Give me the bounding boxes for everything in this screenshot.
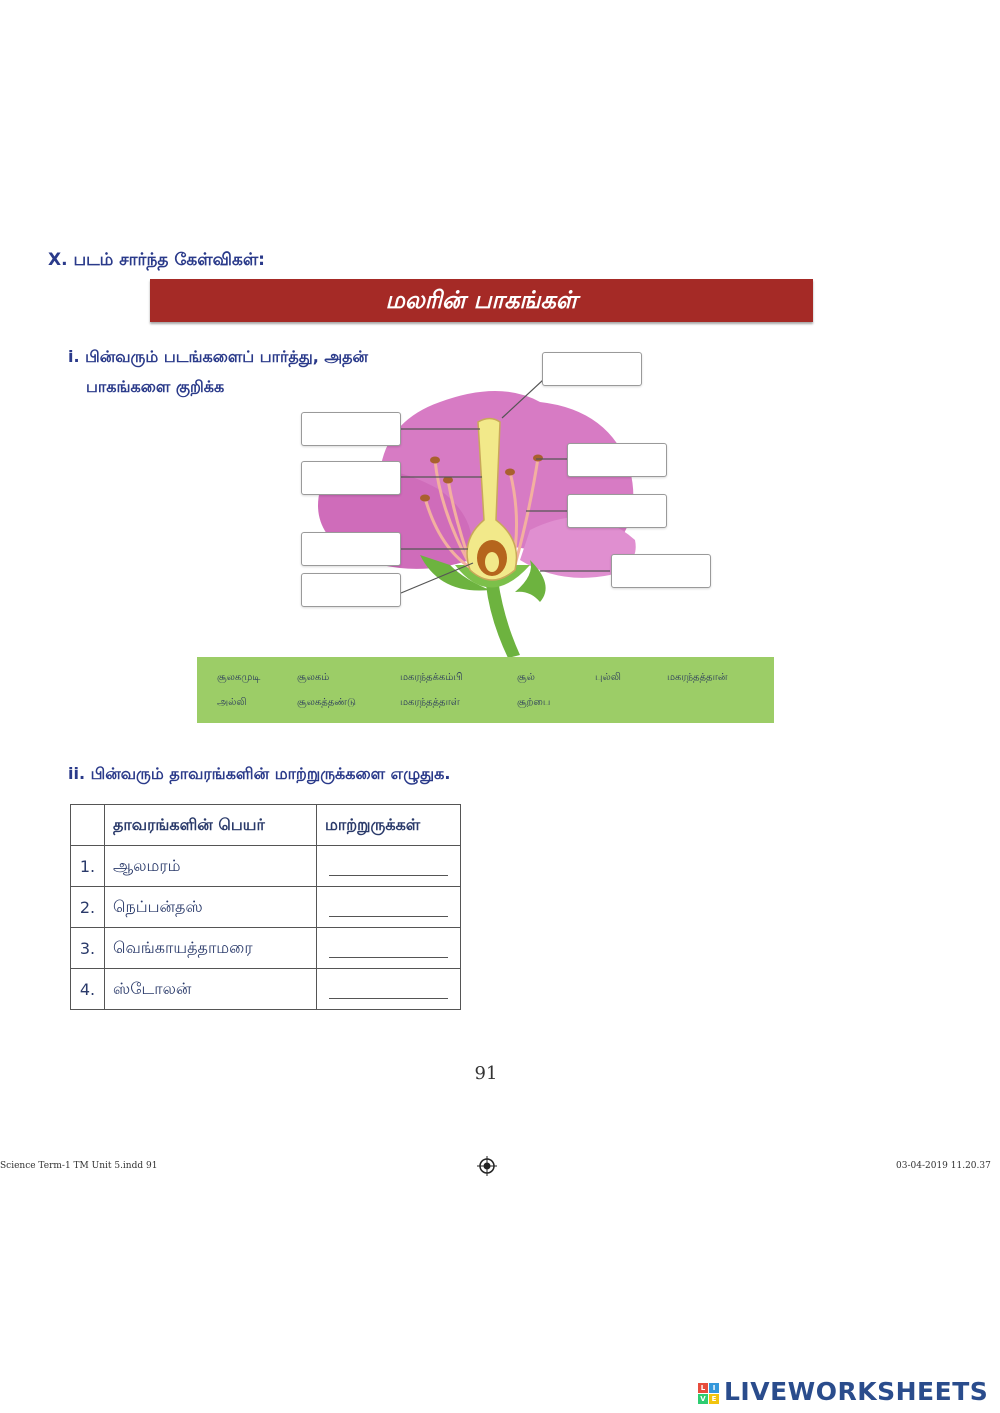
word-bank-item: சூல் (517, 672, 535, 683)
label-box-left-4[interactable] (301, 573, 401, 607)
answer-line (329, 939, 448, 958)
word-bank-item: சூலகத்தண்டு (297, 697, 356, 708)
plant-name: வெங்காயத்தாமரை (105, 928, 317, 969)
page-number: 91 (474, 1063, 498, 1084)
table-header-number (71, 805, 105, 846)
word-bank (197, 657, 774, 723)
word-bank-item: சூற்பை (517, 697, 551, 708)
row-number: 2. (71, 887, 105, 928)
question-1-line1: i. பின்வரும் படங்களைப் பார்த்து, அதன் (68, 347, 369, 366)
answer-field[interactable] (317, 928, 461, 969)
row-number: 1. (71, 846, 105, 887)
label-box-right-2[interactable] (567, 494, 667, 528)
word-bank-item: அல்லி (217, 697, 247, 708)
word-bank-item: புல்லி (595, 672, 621, 683)
answer-field[interactable] (317, 887, 461, 928)
label-box-left-3[interactable] (301, 532, 401, 566)
word-bank-item: மகரந்தத்தான் (667, 672, 728, 683)
word-bank-item: மகரந்தத்தாள் (400, 697, 460, 708)
table-row (71, 846, 461, 887)
title-banner (150, 279, 813, 322)
table-row (71, 928, 461, 969)
plant-name: ஆலமரம் (105, 846, 317, 887)
plant-name: நெப்பன்தஸ் (105, 887, 317, 928)
footer-timestamp: 03-04-2019 11.20.37 (896, 1161, 991, 1171)
registration-mark-icon (477, 1156, 497, 1176)
table-header-row (71, 805, 461, 846)
question-1-line2: பாகங்களை குறிக்க (86, 377, 225, 396)
table-header-modifications: மாற்றுருக்கள் (317, 805, 461, 846)
table-row (71, 887, 461, 928)
label-box-right-1[interactable] (567, 443, 667, 477)
answer-field[interactable] (317, 969, 461, 1010)
label-box-stigma-area[interactable] (542, 352, 642, 386)
plant-name: ஸ்டோலன் (105, 969, 317, 1010)
answer-line (329, 857, 448, 876)
ovule (485, 552, 499, 572)
answer-line (329, 980, 448, 999)
word-bank-item: மகரந்தக்கம்பி (400, 672, 463, 683)
plants-table (70, 804, 461, 1010)
banner-title: மலரின் பாகங்கள் (385, 286, 578, 314)
answer-field[interactable] (317, 846, 461, 887)
table-header-plant-name: தாவரங்களின் பெயர் (105, 805, 317, 846)
section-heading: X. படம் சார்ந்த கேள்விகள்: (48, 250, 265, 270)
row-number: 4. (71, 969, 105, 1010)
answer-line (329, 898, 448, 917)
liveworksheets-logo-icon: L I V E (698, 1383, 720, 1405)
label-box-left-1[interactable] (301, 412, 401, 446)
label-box-left-2[interactable] (301, 461, 401, 495)
word-bank-item: சூலகமுடி (217, 672, 261, 683)
question-2: ii. பின்வரும் தாவரங்களின் மாற்றுருக்களை எழுதுக. (68, 764, 451, 783)
row-number: 3. (71, 928, 105, 969)
word-bank-item: சூலகம் (297, 672, 330, 683)
footer-file-info: Science Term-1 TM Unit 5.indd 91 (0, 1161, 158, 1171)
flower-stem (486, 580, 520, 658)
label-box-right-3[interactable] (611, 554, 711, 588)
brand-text: LIVEWORKSHEETS (724, 1377, 989, 1406)
table-row (71, 969, 461, 1010)
